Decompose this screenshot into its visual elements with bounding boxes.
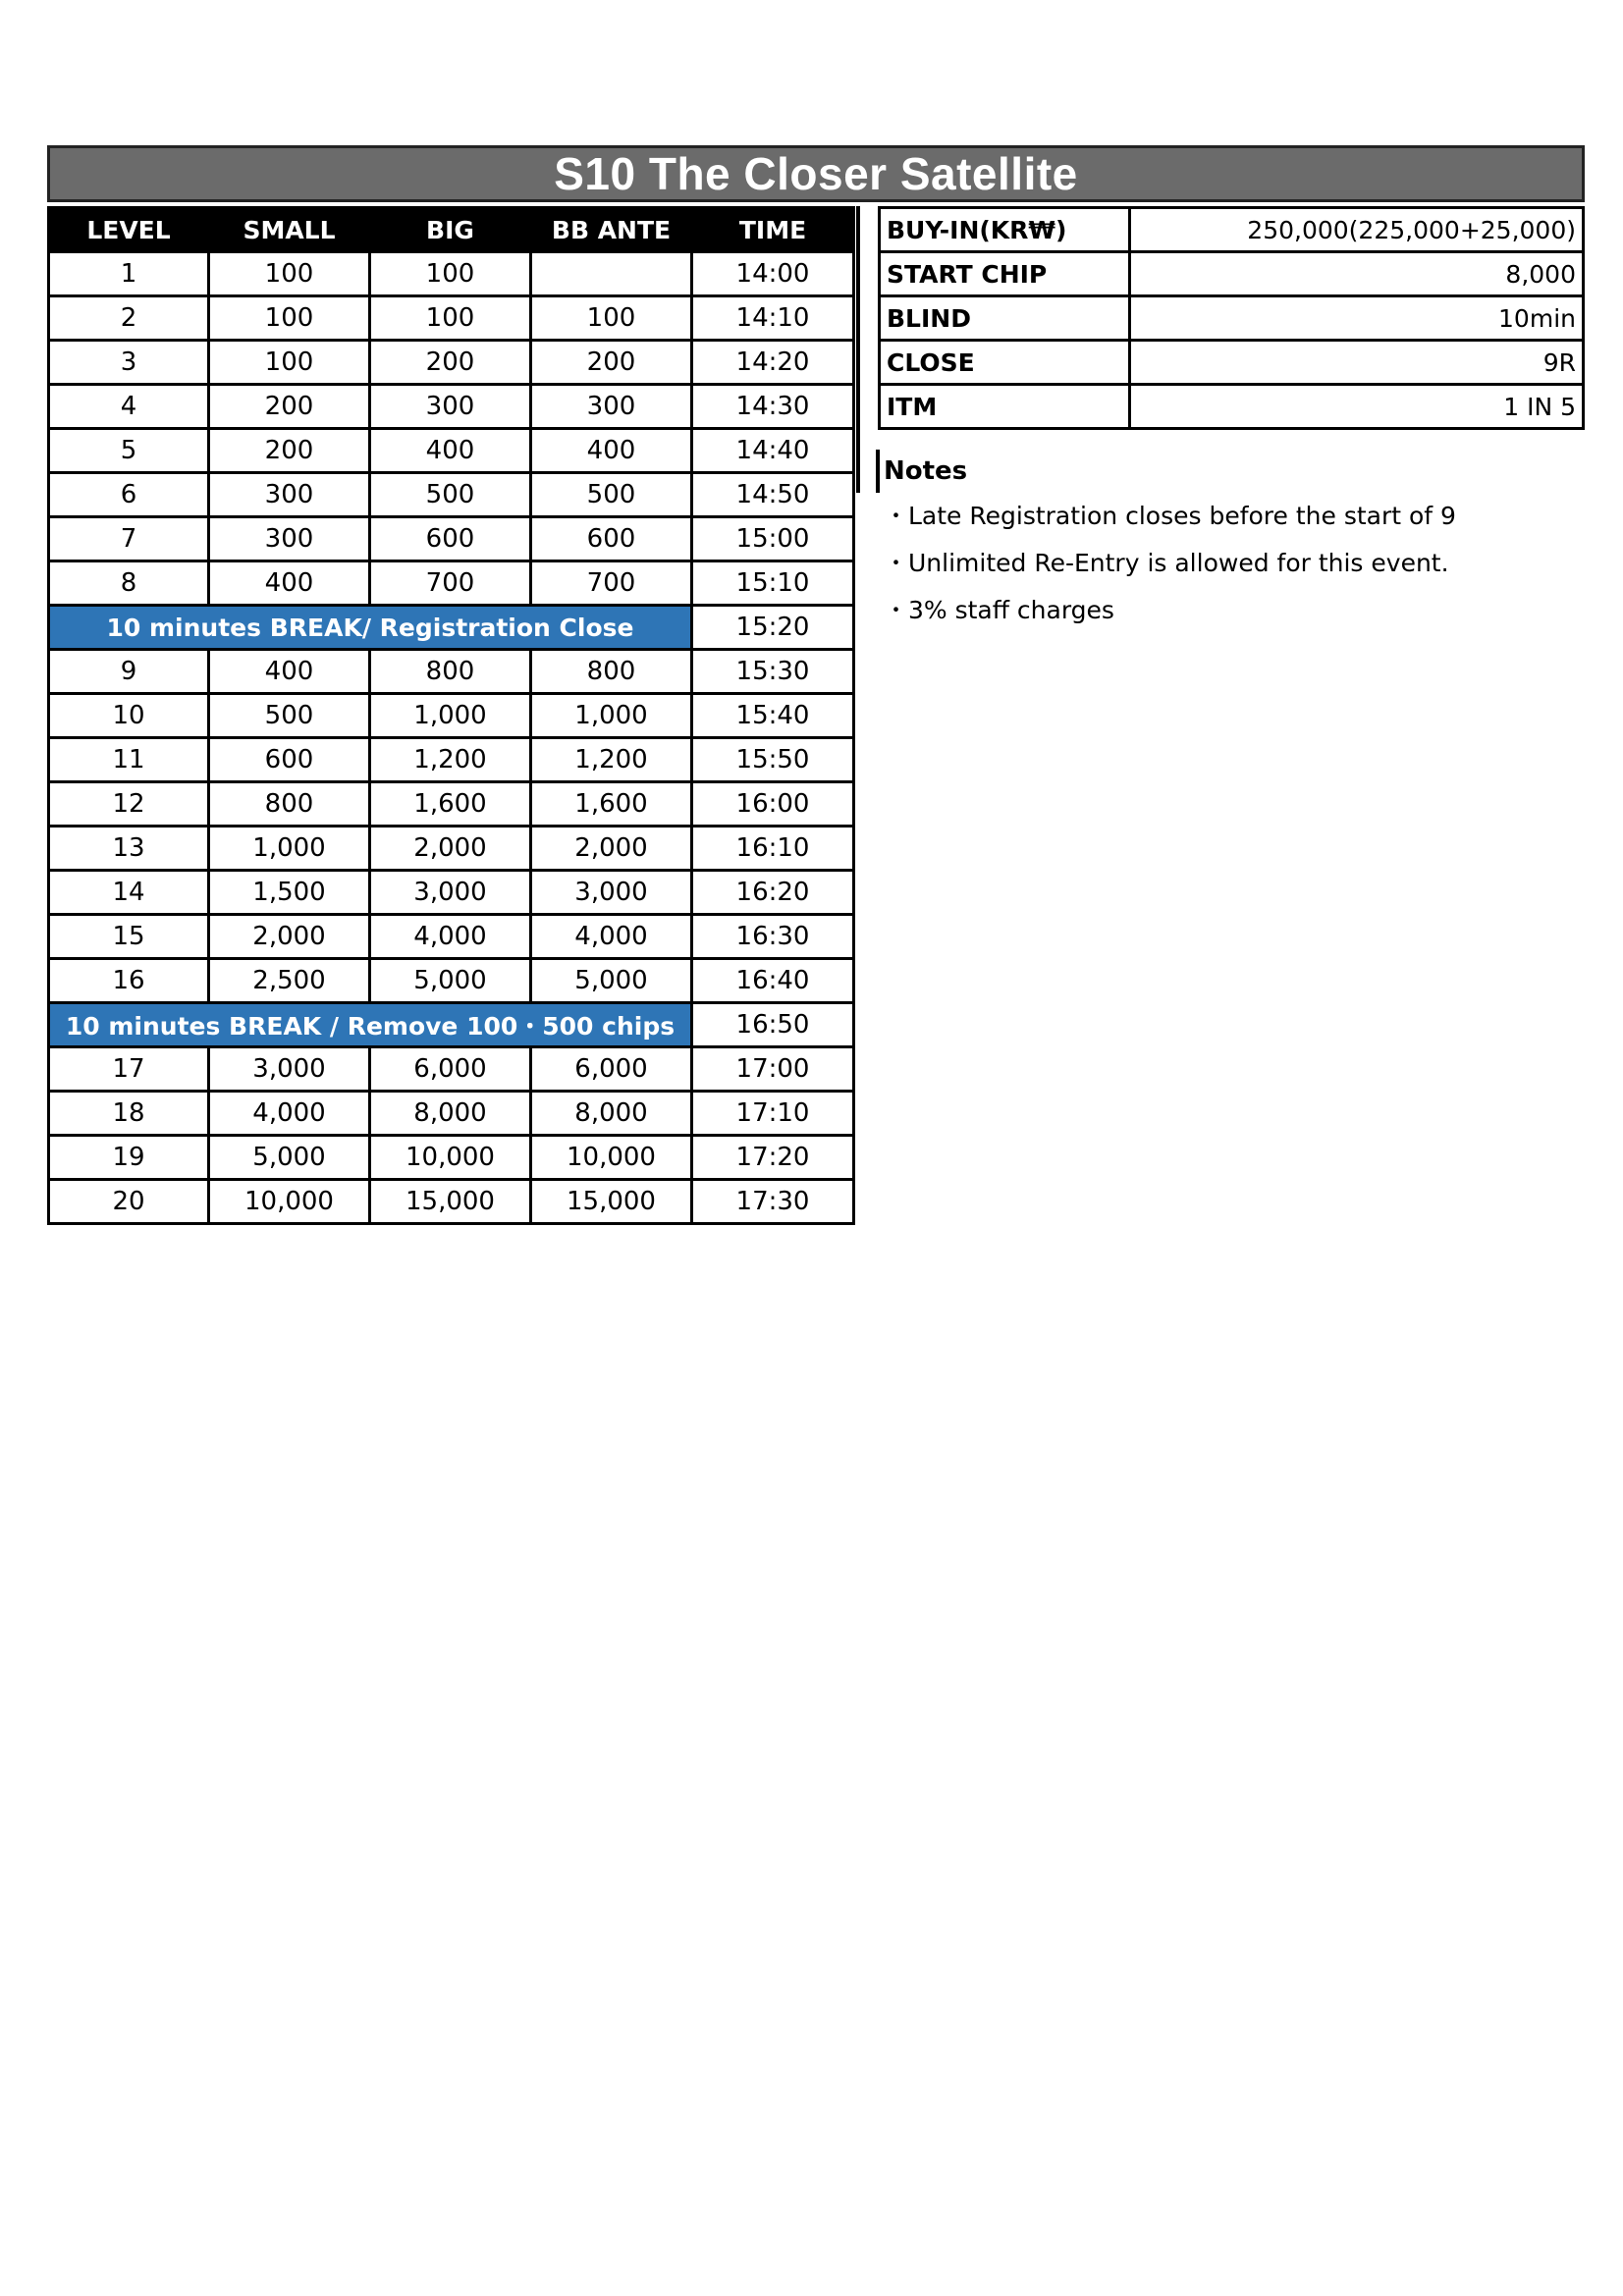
- info-label: CLOSE: [880, 341, 1130, 385]
- level-cell: 18: [49, 1092, 209, 1136]
- small-blind-cell: 400: [209, 650, 370, 694]
- table-row: [49, 1092, 854, 1136]
- time-cell: 15:10: [692, 561, 854, 606]
- small-blind-cell: 600: [209, 738, 370, 782]
- level-cell: 5: [49, 429, 209, 473]
- info-divider: [856, 206, 860, 493]
- table-row: [49, 429, 854, 473]
- table-row: [49, 1136, 854, 1180]
- notes-section: [884, 450, 1571, 634]
- time-cell: 14:30: [692, 385, 854, 429]
- small-blind-cell: 1,500: [209, 871, 370, 915]
- info-row: [880, 385, 1584, 429]
- break-time: 15:20: [692, 606, 854, 650]
- bb-ante-cell: 15,000: [531, 1180, 692, 1224]
- table-row: [49, 385, 854, 429]
- level-cell: 1: [49, 252, 209, 296]
- table-row: [49, 1180, 854, 1224]
- info-value: 9R: [1130, 341, 1584, 385]
- level-cell: 17: [49, 1047, 209, 1092]
- small-blind-cell: 800: [209, 782, 370, 827]
- big-blind-cell: 10,000: [370, 1136, 531, 1180]
- header-time: TIME: [692, 208, 854, 252]
- level-cell: 6: [49, 473, 209, 517]
- level-cell: 4: [49, 385, 209, 429]
- big-blind-cell: 300: [370, 385, 531, 429]
- big-blind-cell: 700: [370, 561, 531, 606]
- bb-ante-cell: 100: [531, 296, 692, 341]
- header-level: LEVEL: [49, 208, 209, 252]
- time-cell: 16:20: [692, 871, 854, 915]
- bb-ante-cell: 700: [531, 561, 692, 606]
- big-blind-cell: 5,000: [370, 959, 531, 1003]
- header-bb-ante: BB ANTE: [531, 208, 692, 252]
- info-row: [880, 208, 1584, 252]
- bb-ante-cell: 10,000: [531, 1136, 692, 1180]
- time-cell: 17:00: [692, 1047, 854, 1092]
- info-label: BUY-IN(KR₩): [880, 208, 1130, 252]
- big-blind-cell: 2,000: [370, 827, 531, 871]
- time-cell: 15:50: [692, 738, 854, 782]
- bb-ante-cell: 8,000: [531, 1092, 692, 1136]
- info-label: BLIND: [880, 296, 1130, 341]
- title-bar: [47, 145, 1585, 202]
- time-cell: 17:10: [692, 1092, 854, 1136]
- table-row: [49, 561, 854, 606]
- table-row: [49, 296, 854, 341]
- break-time: 16:50: [692, 1003, 854, 1047]
- break-label: 10 minutes BREAK / Remove 100・500 chips: [49, 1003, 692, 1047]
- table-row: [49, 341, 854, 385]
- level-cell: 7: [49, 517, 209, 561]
- small-blind-cell: 4,000: [209, 1092, 370, 1136]
- table-row: [49, 1047, 854, 1092]
- small-blind-cell: 5,000: [209, 1136, 370, 1180]
- small-blind-cell: 200: [209, 385, 370, 429]
- info-label: START CHIP: [880, 252, 1130, 296]
- bb-ante-cell: 300: [531, 385, 692, 429]
- time-cell: 16:30: [692, 915, 854, 959]
- big-blind-cell: 6,000: [370, 1047, 531, 1092]
- info-value: 1 IN 5: [1130, 385, 1584, 429]
- time-cell: 17:30: [692, 1180, 854, 1224]
- small-blind-cell: 500: [209, 694, 370, 738]
- table-row: [49, 694, 854, 738]
- level-cell: 10: [49, 694, 209, 738]
- table-row: [49, 871, 854, 915]
- big-blind-cell: 1,000: [370, 694, 531, 738]
- bb-ante-cell: 5,000: [531, 959, 692, 1003]
- time-cell: 15:00: [692, 517, 854, 561]
- time-cell: 14:40: [692, 429, 854, 473]
- time-cell: 14:10: [692, 296, 854, 341]
- table-row: [49, 915, 854, 959]
- bb-ante-cell: [531, 252, 692, 296]
- info-value: 250,000(225,000+25,000): [1130, 208, 1584, 252]
- big-blind-cell: 100: [370, 296, 531, 341]
- small-blind-cell: 300: [209, 517, 370, 561]
- notes-title: Notes: [876, 450, 1571, 493]
- break-label: 10 minutes BREAK/ Registration Close: [49, 606, 692, 650]
- info-value: 10min: [1130, 296, 1584, 341]
- small-blind-cell: 100: [209, 296, 370, 341]
- bb-ante-cell: 4,000: [531, 915, 692, 959]
- blind-structure-table: [47, 206, 855, 1225]
- header-big: BIG: [370, 208, 531, 252]
- small-blind-cell: 100: [209, 252, 370, 296]
- table-row: [49, 650, 854, 694]
- time-cell: 14:20: [692, 341, 854, 385]
- table-row: [49, 959, 854, 1003]
- bb-ante-cell: 2,000: [531, 827, 692, 871]
- table-row: [49, 252, 854, 296]
- info-row: [880, 341, 1584, 385]
- big-blind-cell: 1,200: [370, 738, 531, 782]
- big-blind-cell: 600: [370, 517, 531, 561]
- small-blind-cell: 400: [209, 561, 370, 606]
- level-cell: 13: [49, 827, 209, 871]
- small-blind-cell: 100: [209, 341, 370, 385]
- small-blind-cell: 2,500: [209, 959, 370, 1003]
- small-blind-cell: 2,000: [209, 915, 370, 959]
- big-blind-cell: 8,000: [370, 1092, 531, 1136]
- big-blind-cell: 800: [370, 650, 531, 694]
- page-title: S10 The Closer Satellite: [554, 148, 1078, 199]
- bb-ante-cell: 600: [531, 517, 692, 561]
- big-blind-cell: 15,000: [370, 1180, 531, 1224]
- level-cell: 11: [49, 738, 209, 782]
- time-cell: 16:00: [692, 782, 854, 827]
- info-table: [878, 206, 1585, 430]
- header-small: SMALL: [209, 208, 370, 252]
- break-row: [49, 1003, 854, 1047]
- note-item: ・3% staff charges: [884, 596, 1114, 624]
- bb-ante-cell: 200: [531, 341, 692, 385]
- level-cell: 20: [49, 1180, 209, 1224]
- time-cell: 17:20: [692, 1136, 854, 1180]
- info-row: [880, 296, 1584, 341]
- bb-ante-cell: 500: [531, 473, 692, 517]
- notes-list: [884, 493, 1571, 634]
- bb-ante-cell: 1,600: [531, 782, 692, 827]
- big-blind-cell: 400: [370, 429, 531, 473]
- info-row: [880, 252, 1584, 296]
- bb-ante-cell: 1,000: [531, 694, 692, 738]
- bb-ante-cell: 400: [531, 429, 692, 473]
- break-row: [49, 606, 854, 650]
- time-cell: 14:00: [692, 252, 854, 296]
- table-row: [49, 782, 854, 827]
- big-blind-cell: 1,600: [370, 782, 531, 827]
- level-cell: 2: [49, 296, 209, 341]
- level-cell: 3: [49, 341, 209, 385]
- big-blind-cell: 100: [370, 252, 531, 296]
- table-header-row: [49, 208, 854, 252]
- level-cell: 15: [49, 915, 209, 959]
- note-item: ・Late Registration closes before the start of 9: [884, 502, 1456, 530]
- level-cell: 14: [49, 871, 209, 915]
- big-blind-cell: 4,000: [370, 915, 531, 959]
- time-cell: 16:40: [692, 959, 854, 1003]
- level-cell: 8: [49, 561, 209, 606]
- level-cell: 19: [49, 1136, 209, 1180]
- big-blind-cell: 3,000: [370, 871, 531, 915]
- time-cell: 14:50: [692, 473, 854, 517]
- note-item: ・Unlimited Re-Entry is allowed for this event.: [884, 549, 1449, 577]
- table-row: [49, 738, 854, 782]
- small-blind-cell: 300: [209, 473, 370, 517]
- table-row: [49, 473, 854, 517]
- blind-table-body: [49, 252, 854, 1224]
- info-value: 8,000: [1130, 252, 1584, 296]
- big-blind-cell: 200: [370, 341, 531, 385]
- time-cell: 16:10: [692, 827, 854, 871]
- small-blind-cell: 10,000: [209, 1180, 370, 1224]
- table-row: [49, 827, 854, 871]
- small-blind-cell: 1,000: [209, 827, 370, 871]
- time-cell: 15:40: [692, 694, 854, 738]
- bb-ante-cell: 800: [531, 650, 692, 694]
- small-blind-cell: 200: [209, 429, 370, 473]
- big-blind-cell: 500: [370, 473, 531, 517]
- bb-ante-cell: 6,000: [531, 1047, 692, 1092]
- info-label: ITM: [880, 385, 1130, 429]
- level-cell: 12: [49, 782, 209, 827]
- table-row: [49, 517, 854, 561]
- level-cell: 16: [49, 959, 209, 1003]
- bb-ante-cell: 3,000: [531, 871, 692, 915]
- bb-ante-cell: 1,200: [531, 738, 692, 782]
- small-blind-cell: 3,000: [209, 1047, 370, 1092]
- level-cell: 9: [49, 650, 209, 694]
- time-cell: 15:30: [692, 650, 854, 694]
